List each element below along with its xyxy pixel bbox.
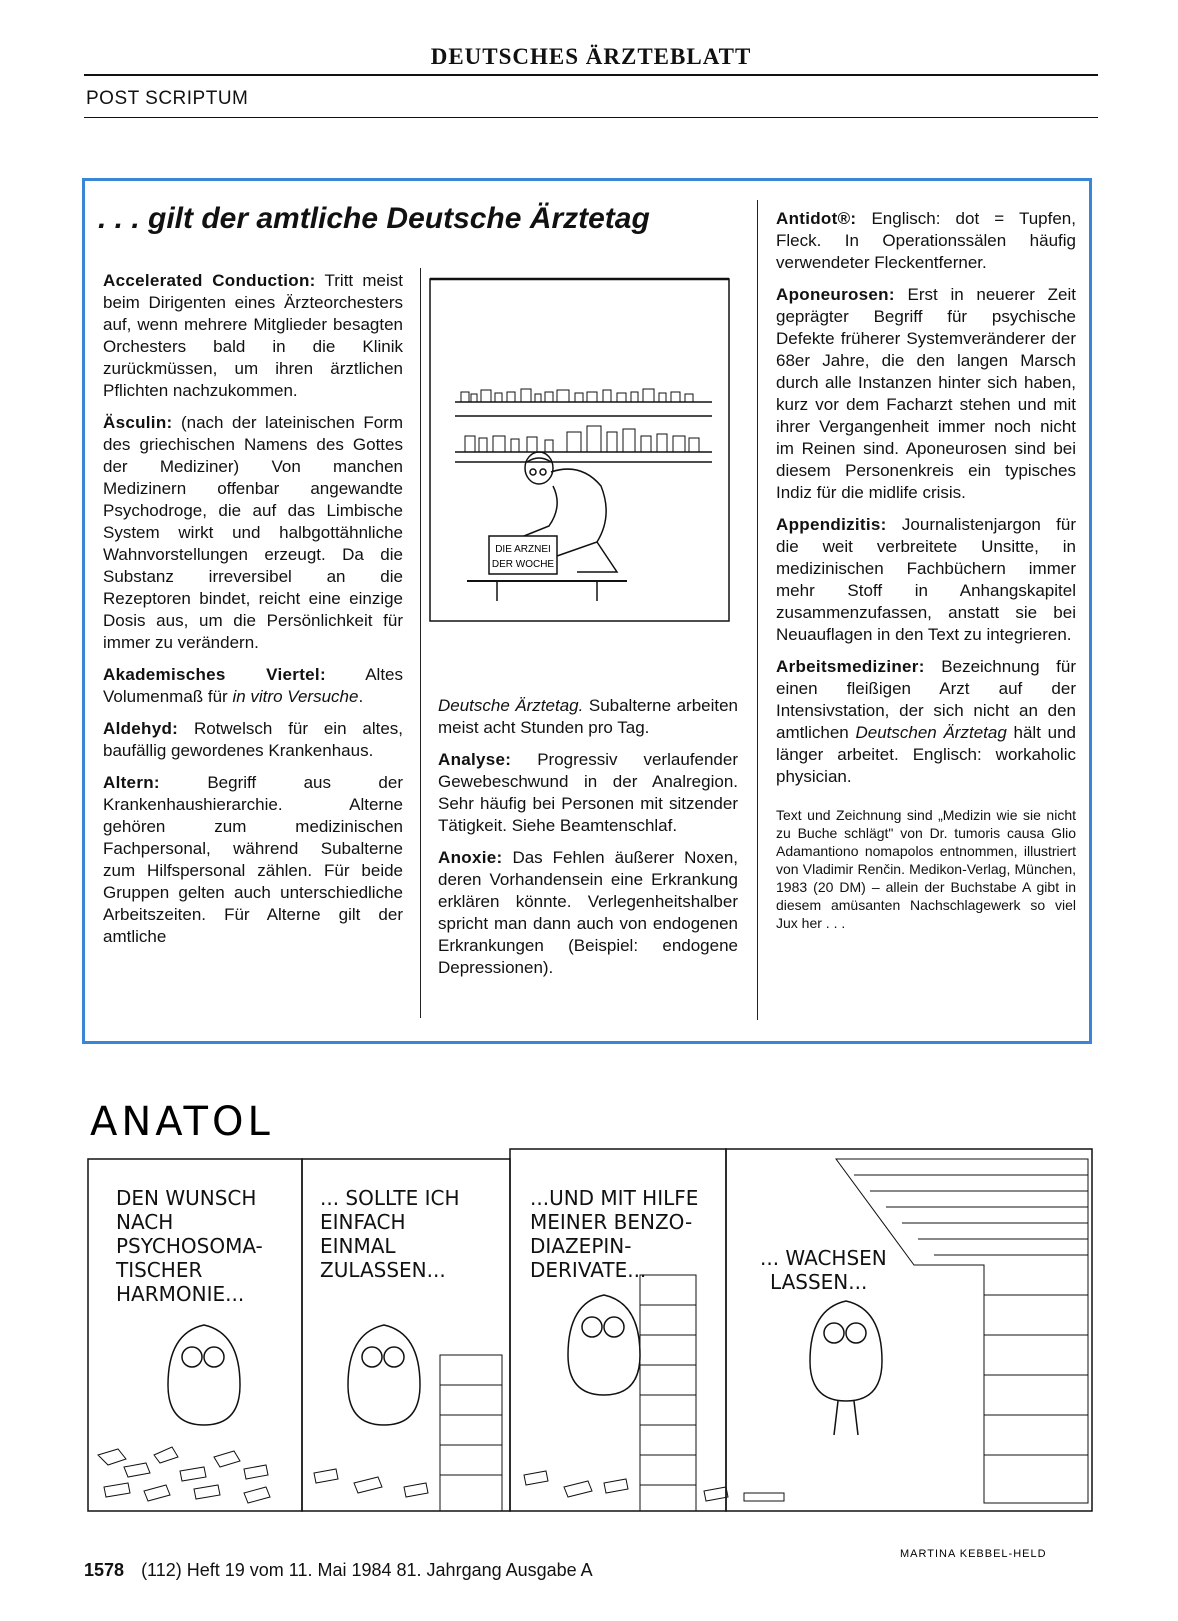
entry: Accelerated Conduction: Tritt meist beim Dirigenten eines Ärzteorchesters auf, wenn mehrere Mitglieder besagten Orchesters bald in die Klinik zurückmüssen, um ihren ärztlichen Pflichten nachzukommen.: [103, 271, 403, 400]
section-title: POST SCRIPTUM: [86, 88, 249, 109]
masthead: DEUTSCHES ÄRZTEBLATT: [430, 44, 752, 69]
pharmacist-cartoon: [427, 276, 732, 624]
panel-3-line-2: MEINER BENZO-: [530, 1210, 693, 1234]
entry: Deutsche Ärztetag. Subalterne arbeiten meist acht Stunden pro Tag.: [438, 696, 739, 737]
panel-1-line-3: PSYCHOSOMA-: [116, 1234, 263, 1258]
entry: Appendizitis: Journalistenjargon für die weit verbreitete Unsitte, in medizinischen Fachbüchern immer mehr Stoff in Anhangskapitel zusammenzufassen, anstatt sie bei Neuauflagen in den Text zu integrieren.: [776, 515, 1076, 644]
panel-1-line-2: NACH: [116, 1210, 174, 1234]
anatol-comic-strip: [84, 1095, 1096, 1565]
panel-1-line-4: TISCHER: [116, 1258, 203, 1282]
column-divider-1: [420, 268, 421, 1018]
article-column-3: [776, 208, 1076, 942]
panel-2-line-2: EINFACH: [320, 1210, 406, 1234]
entry: Altern: Begriff aus der Krankenhaushierarchie. Alterne gehören zum medizinischen Fachpersonal, während Subalterne zum Hilfspersonal zählen. Für beide Gruppen gelten auch unterschiedliche Arbeitszeiten. Für Alterne gilt der amtliche: [103, 773, 403, 946]
column-divider-2: [757, 200, 758, 1020]
panel-4-line-2: LASSEN...: [770, 1270, 868, 1294]
entry: Anoxie: Das Fehlen äußerer Noxen, deren Vorhandensein eine Erkrankung erklären könnte. Verlegenheitshalber spricht man dann auch von endogenen Erkrankungen (Beispiel: endogene Depressionen).: [438, 848, 738, 977]
entry: Äsculin: (nach der lateinischen Form des griechischen Namens des Gottes der Mediziner) Von manchen Medizinern offenbar angewandte Psychodroge, die auf das Limbische System wirkt und halbgottähnliche Wahnvorstellungen erzeugt. Da die Substanz irreversibel an die Rezeptoren bindet, reicht eine einzige Dosis aus, um die Persönlichkeit für immer zu verändern.: [103, 413, 403, 652]
panel-3-line-1: ...UND MIT HILFE: [530, 1186, 699, 1210]
masthead-rule: [84, 74, 1098, 76]
page-footer: [84, 1560, 593, 1581]
section-rule: [84, 117, 1098, 118]
page-number: 1578: [84, 1560, 125, 1580]
credit-note: Text und Zeichnung sind „Medizin wie sie nicht zu Buche schlägt" von Dr. tumoris causa Glio Adamantiono nomapolos entnommen, illustriert von Vladimir Renčin. Medikon-Verlag, München, 1983 (20 DM) – allein der Buchstabe A gibt in diesem amüsanten Nachschlagewerk so viel Jux her . . .: [776, 807, 1076, 931]
panel-2-line-3: EINMAL: [320, 1234, 396, 1258]
article-headline: . . . gilt der amtliche Deutsche Ärztetag: [98, 202, 650, 235]
panel-1-line-1: DEN WUNSCH: [116, 1186, 257, 1210]
panel-4-line-1: ... WACHSEN: [760, 1246, 887, 1270]
article-column-2: [438, 695, 738, 989]
entry: Analyse: Progressiv verlaufender Gewebeschwund in der Analregion. Sehr häufig bei Personen mit sitzender Tätigkeit. Siehe Beamtenschlaf.: [438, 750, 738, 835]
sign-line-2: DER WOCHE: [491, 559, 555, 570]
panel-1-line-5: HARMONIE...: [116, 1282, 245, 1306]
panel-2-line-1: ... SOLLTE ICH: [320, 1186, 460, 1210]
comic-signature: MARTINA KEBBEL-HELD: [900, 1548, 1047, 1560]
panel-3-line-3: DIAZEPIN-: [530, 1234, 632, 1258]
entry: Arbeitsmediziner: Bezeichnung für einen fleißigen Arzt auf der Intensivstation, der sich nicht an den amtlichen Deutschen Ärztetag hält und länger arbeitet. Englisch: workaholic physician.: [776, 657, 1077, 786]
article-column-1: [103, 270, 403, 958]
entry: Aldehyd: Rotwelsch für ein altes, baufällig gewordenes Krankenhaus.: [103, 719, 403, 760]
panel-3-line-4: DERIVATE...: [530, 1258, 647, 1282]
sign-line-1: DIE ARZNEI: [495, 544, 551, 555]
issue-info: (112) Heft 19 vom 11. Mai 1984 81. Jahrgang Ausgabe A: [141, 1560, 593, 1580]
comic-title: ANATOL: [90, 1099, 274, 1145]
entry: Akademisches Viertel: Altes Volumenmaß für in vitro Versuche.: [103, 665, 403, 706]
panel-2-line-4: ZULASSEN...: [320, 1258, 446, 1282]
entry: Antidot®: Englisch: dot = Tupfen, Fleck. In Operationssälen häufig verwendeter Fleckentferner.: [776, 209, 1076, 272]
entry: Aponeurosen: Erst in neuerer Zeit geprägter Begriff für psychische Defekte früherer Systemveränderer der 68er Jahre, die den langen Marsch durch alle Instanzen hinter sich haben, kurz vor dem Facharzt stehen und mit ihrer Vergangenheit immer noch nicht im Reinen sind. Aponeurosen sind bei diesem Personenkreis ein typisches Indiz für die midlife crisis.: [776, 285, 1076, 502]
